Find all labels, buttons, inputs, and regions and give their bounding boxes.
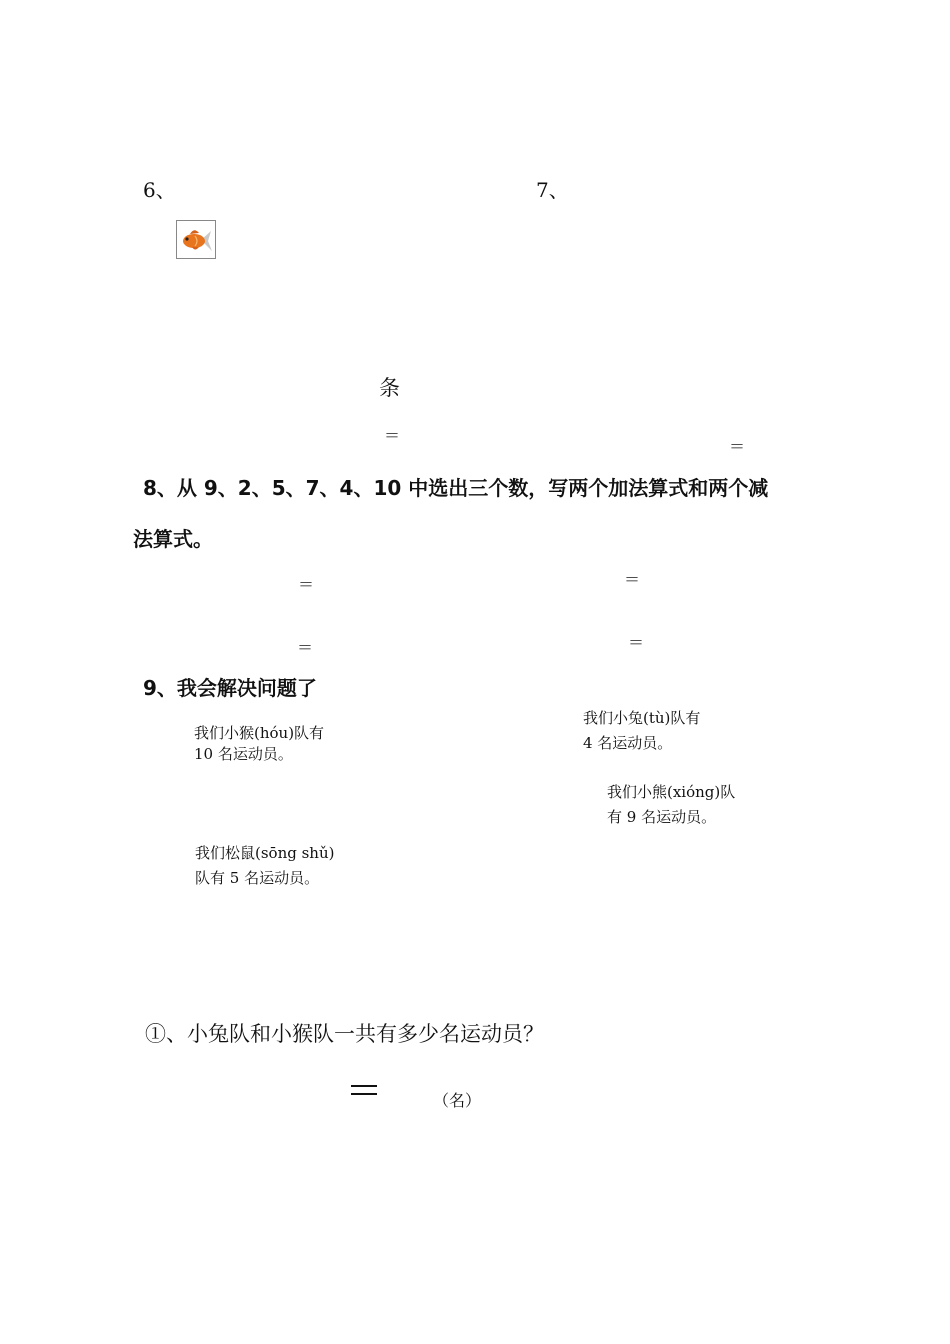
bear-team-bubble xyxy=(607,782,797,828)
rabbit-line2: 4 名运动员。 xyxy=(583,734,673,752)
monkey-line2: 10 名运动员。 xyxy=(194,745,293,763)
squirrel-team-bubble xyxy=(195,843,395,889)
squirrel-line2: 队有 5 名运动员。 xyxy=(195,869,320,887)
monkey-team-bubble xyxy=(194,723,374,765)
q7-equals-sign: ＝ xyxy=(729,437,746,456)
q8-equals-1: ＝ xyxy=(298,575,315,594)
goldfish-icon xyxy=(176,220,216,259)
q9-heading: 9、我会解决问题了 xyxy=(143,676,317,700)
q8-equals-4: ＝ xyxy=(628,633,645,652)
monkey-line1: 我们小猴(hóu)队有 xyxy=(194,724,325,742)
q6-equals-sign: ＝ xyxy=(384,426,401,445)
bear-line2: 有 9 名运动员。 xyxy=(607,808,717,826)
bear-line1: 我们小熊(xióng)队 xyxy=(607,783,736,801)
q6-number: 6、 xyxy=(143,178,176,202)
q8-text-line1: 8、从 9、2、5、7、4、10 中选出三个数，写两个加法算式和两个减 xyxy=(143,476,769,500)
answer-unit: （名） xyxy=(433,1091,482,1110)
squirrel-line1: 我们松鼠(sōng shǔ) xyxy=(195,844,335,862)
rabbit-team-bubble xyxy=(583,708,763,754)
q9-subquestion-1: ①、小兔队和小猴队一共有多少名运动员？ xyxy=(145,1022,544,1046)
q7-number: 7、 xyxy=(536,178,569,202)
q8-text-line2: 法算式。 xyxy=(133,527,213,551)
q8-equals-2: ＝ xyxy=(624,570,641,589)
q8-equals-3: ＝ xyxy=(297,638,314,657)
answer-equals-sign xyxy=(351,1085,377,1095)
q6-unit: 条 xyxy=(379,376,400,400)
rabbit-line1: 我们小兔(tù)队有 xyxy=(583,709,701,727)
